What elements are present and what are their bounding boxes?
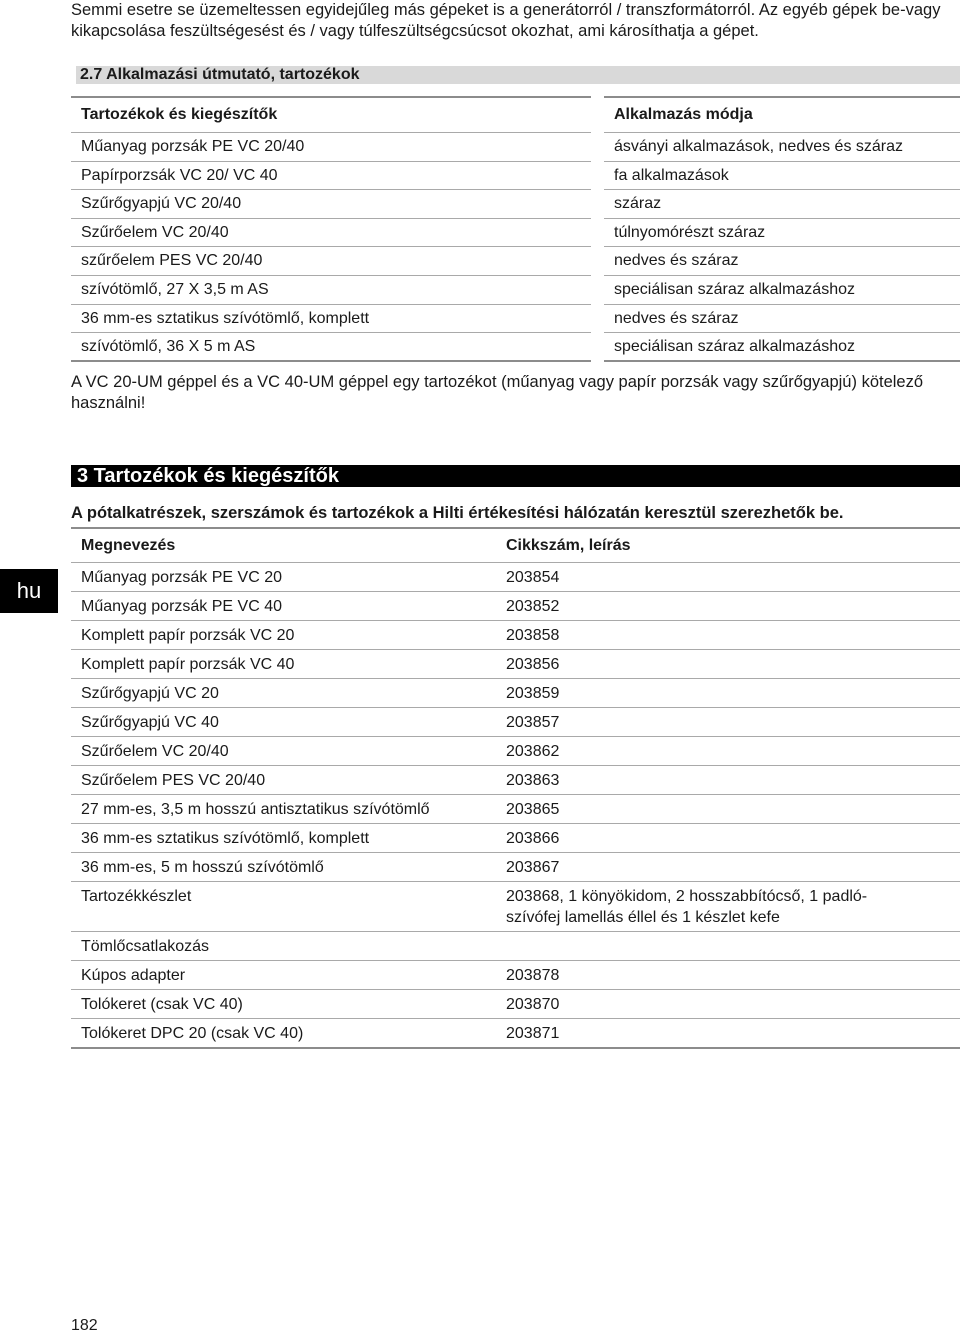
- part-name: Komplett papír porzsák VC 20: [81, 627, 295, 644]
- usage-item: nedves és száraz: [604, 305, 960, 334]
- table-row: [71, 990, 960, 1019]
- table-row: [71, 961, 960, 990]
- part-name: Műanyag porzsák PE VC 40: [81, 598, 282, 615]
- table-row: [71, 795, 960, 824]
- parts-table: [71, 527, 960, 1049]
- table-row: [71, 824, 960, 853]
- table-row: [71, 737, 960, 766]
- part-name: Szűrőgyapjú VC 40: [81, 714, 219, 731]
- part-code: 203865: [506, 801, 560, 818]
- part-name: Kúpos adapter: [81, 967, 186, 984]
- usage-item: nedves és száraz: [604, 247, 960, 276]
- table-row: [71, 563, 960, 592]
- part-code: 203862: [506, 743, 560, 760]
- usage-item: speciálisan száraz alkalmazáshoz: [604, 333, 960, 362]
- usage-item: ásványi alkalmazások, nedves és száraz: [604, 133, 960, 162]
- part-name: Szűrőelem PES VC 20/40: [81, 772, 266, 789]
- usage-column-header: Alkalmazás módja: [604, 98, 960, 133]
- table-row: [71, 708, 960, 737]
- table-row: [71, 766, 960, 795]
- accessory-item: szívótömlő, 27 X 3,5 m AS: [71, 276, 591, 305]
- accessory-item: 36 mm-es sztatikus szívótömlő, komplett: [71, 305, 591, 334]
- parts-table-header: [71, 529, 960, 563]
- part-code: 203852: [506, 598, 560, 615]
- part-name: Szűrőelem VC 20/40: [81, 743, 229, 760]
- table-row: [71, 592, 960, 621]
- part-code: 203871: [506, 1025, 560, 1042]
- part-code: [506, 932, 960, 960]
- usage-item: fa alkalmazások: [604, 162, 960, 191]
- part-code: 203866: [506, 830, 560, 847]
- part-code: 203857: [506, 714, 560, 731]
- usage-item: száraz: [604, 190, 960, 219]
- table-row: [71, 853, 960, 882]
- part-name: Szűrőgyapjú VC 20: [81, 685, 219, 702]
- part-name: Tolókeret (csak VC 40): [81, 996, 243, 1013]
- intro-paragraph: Semmi esetre se üzemeltessen egyidejűleg más gépeket is a generátorról / transzformátorról. Az egyéb gépek be-vagy kikapcsolása feszültségesést és / vagy túlfeszültségcsúcsot okozhat, ami károsíthatja a gépet.: [71, 1, 941, 40]
- table-row: [71, 679, 960, 708]
- section-3-subtitle: A pótalkatrészek, szerszámok és tartozékok a Hilti értékesítési hálózatán keresztül szerezhetők be.: [71, 504, 844, 522]
- accessories-column-header: Tartozékok és kiegészítők: [71, 98, 591, 133]
- accessory-note: A VC 20-UM géppel és a VC 40-UM géppel egy tartozékot (műanyag vagy papír porzsák vagy szűrőgyapjú) kötelező használni!: [71, 373, 924, 412]
- table-row: [71, 1019, 960, 1049]
- table-row: [71, 882, 960, 932]
- part-code: 203863: [506, 772, 560, 789]
- table-row: [71, 932, 960, 961]
- part-code: 203868, 1 könyökidom, 2 hosszabbítócső, 1 padló-szívófej lamellás éllel és 1 készlet kefe: [506, 888, 868, 926]
- accessory-item: Papírporzsák VC 20/ VC 40: [71, 162, 591, 191]
- code-column-header: Cikkszám, leírás: [506, 537, 631, 554]
- language-tab: hu: [0, 569, 58, 613]
- part-code: 203859: [506, 685, 560, 702]
- part-name: 36 mm-es sztatikus szívótömlő, komplett: [81, 830, 370, 847]
- name-column-header: Megnevezés: [81, 537, 176, 554]
- part-code: 203867: [506, 859, 560, 876]
- part-name: Komplett papír porzsák VC 40: [81, 656, 295, 673]
- part-code: 203878: [506, 967, 560, 984]
- table-row: [71, 621, 960, 650]
- usage-item: speciálisan száraz alkalmazáshoz: [604, 276, 960, 305]
- accessory-item: Szűrőgyapjú VC 20/40: [71, 190, 591, 219]
- accessories-column: [71, 96, 591, 362]
- usage-item: túlnyomórészt száraz: [604, 219, 960, 248]
- part-name: 27 mm-es, 3,5 m hosszú antisztatikus szívótömlő: [81, 801, 430, 818]
- section-3-heading: 3 Tartozékok és kiegészítők: [71, 465, 960, 487]
- part-name: Műanyag porzsák PE VC 20: [81, 569, 282, 586]
- part-code: 203856: [506, 656, 560, 673]
- page-number: 182: [71, 1317, 98, 1334]
- accessory-item: Műanyag porzsák PE VC 20/40: [71, 133, 591, 162]
- part-name: Tolókeret DPC 20 (csak VC 40): [81, 1025, 304, 1042]
- part-code: 203854: [506, 569, 560, 586]
- part-code: 203870: [506, 996, 560, 1013]
- part-name: Tartozékkészlet: [81, 888, 192, 905]
- part-code: 203858: [506, 627, 560, 644]
- section-2-7-heading: 2.7 Alkalmazási útmutató, tartozékok: [76, 66, 960, 84]
- part-name: 36 mm-es, 5 m hosszú szívótömlő: [81, 859, 324, 876]
- accessory-item: szívótömlő, 36 X 5 m AS: [71, 333, 591, 362]
- part-name: Tömlőcsatlakozás: [81, 938, 210, 955]
- accessory-item: szűrőelem PES VC 20/40: [71, 247, 591, 276]
- table-row: [71, 650, 960, 679]
- usage-column: [604, 96, 960, 362]
- accessory-item: Szűrőelem VC 20/40: [71, 219, 591, 248]
